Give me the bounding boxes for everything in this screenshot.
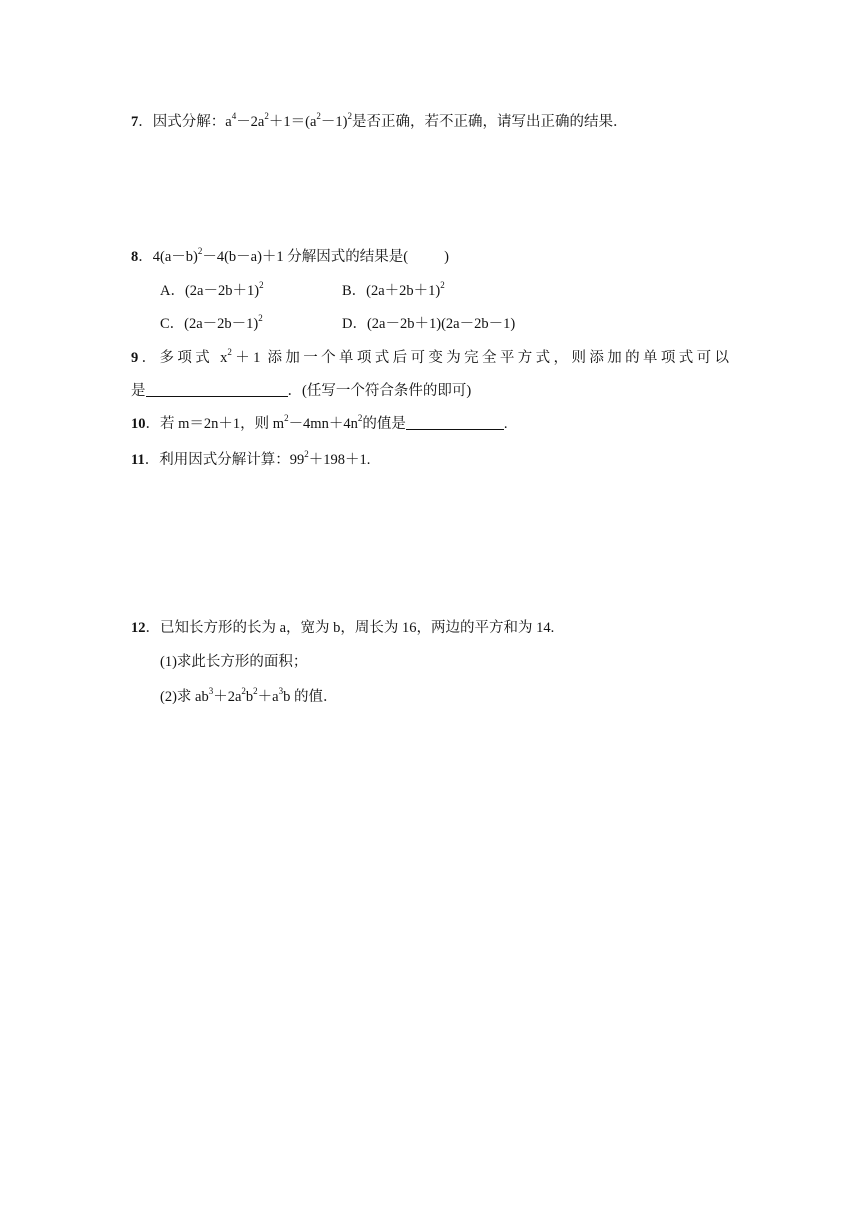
question-number: 10 [131,416,146,432]
question-7: 7．因式分解：$a^4-2a^2+1=(a^2-1)^2$是否正确，若不正确，请写出正确的结果． [131,111,628,130]
question-12-part-2: (2)求 $ab^3+2a^2b^2+a^3b$ 的值． [160,686,338,705]
question-11: 11．利用因式分解计算：$99^2+198+1$. [131,449,371,468]
question-number: 7 [131,114,139,130]
question-12-part-1: (1)求此长方形的面积； [160,654,308,670]
question-9-line-1: 9．多项式 $x^2+1$ 添加一个单项式后可变为完全平方式，则添加的单项式可以 [131,347,730,366]
question-10: 10．若 m＝2n＋1，则 $m^2-4mn+4n^2$的值是 . [131,413,508,432]
question-9-line-2: 是 ．(任写一个符合条件的即可) [131,383,472,399]
answer-blank[interactable] [406,415,504,430]
option-c: C．$(2a-2b-1)^2$ [160,313,263,332]
question-number: 8 [131,249,139,265]
question-number: 12 [131,620,146,636]
question-number: 9 [131,350,139,366]
answer-blank[interactable] [146,382,288,397]
question-number: 11 [131,452,145,468]
question-8: 8．$4(a-b)^2-4(b-a)+1$ 分解因式的结果是( ) [131,246,449,265]
option-b: B．$(2a+2b+1)^2$ [342,280,445,299]
option-a: A．$(2a-2b+1)^2$ [160,280,264,299]
option-d: D．(2a－2b＋1)(2a－2b－1) [342,316,516,332]
question-12: 12．已知长方形的长为 a，宽为 b，周长为 16，两边的平方和为 14. [131,620,555,636]
